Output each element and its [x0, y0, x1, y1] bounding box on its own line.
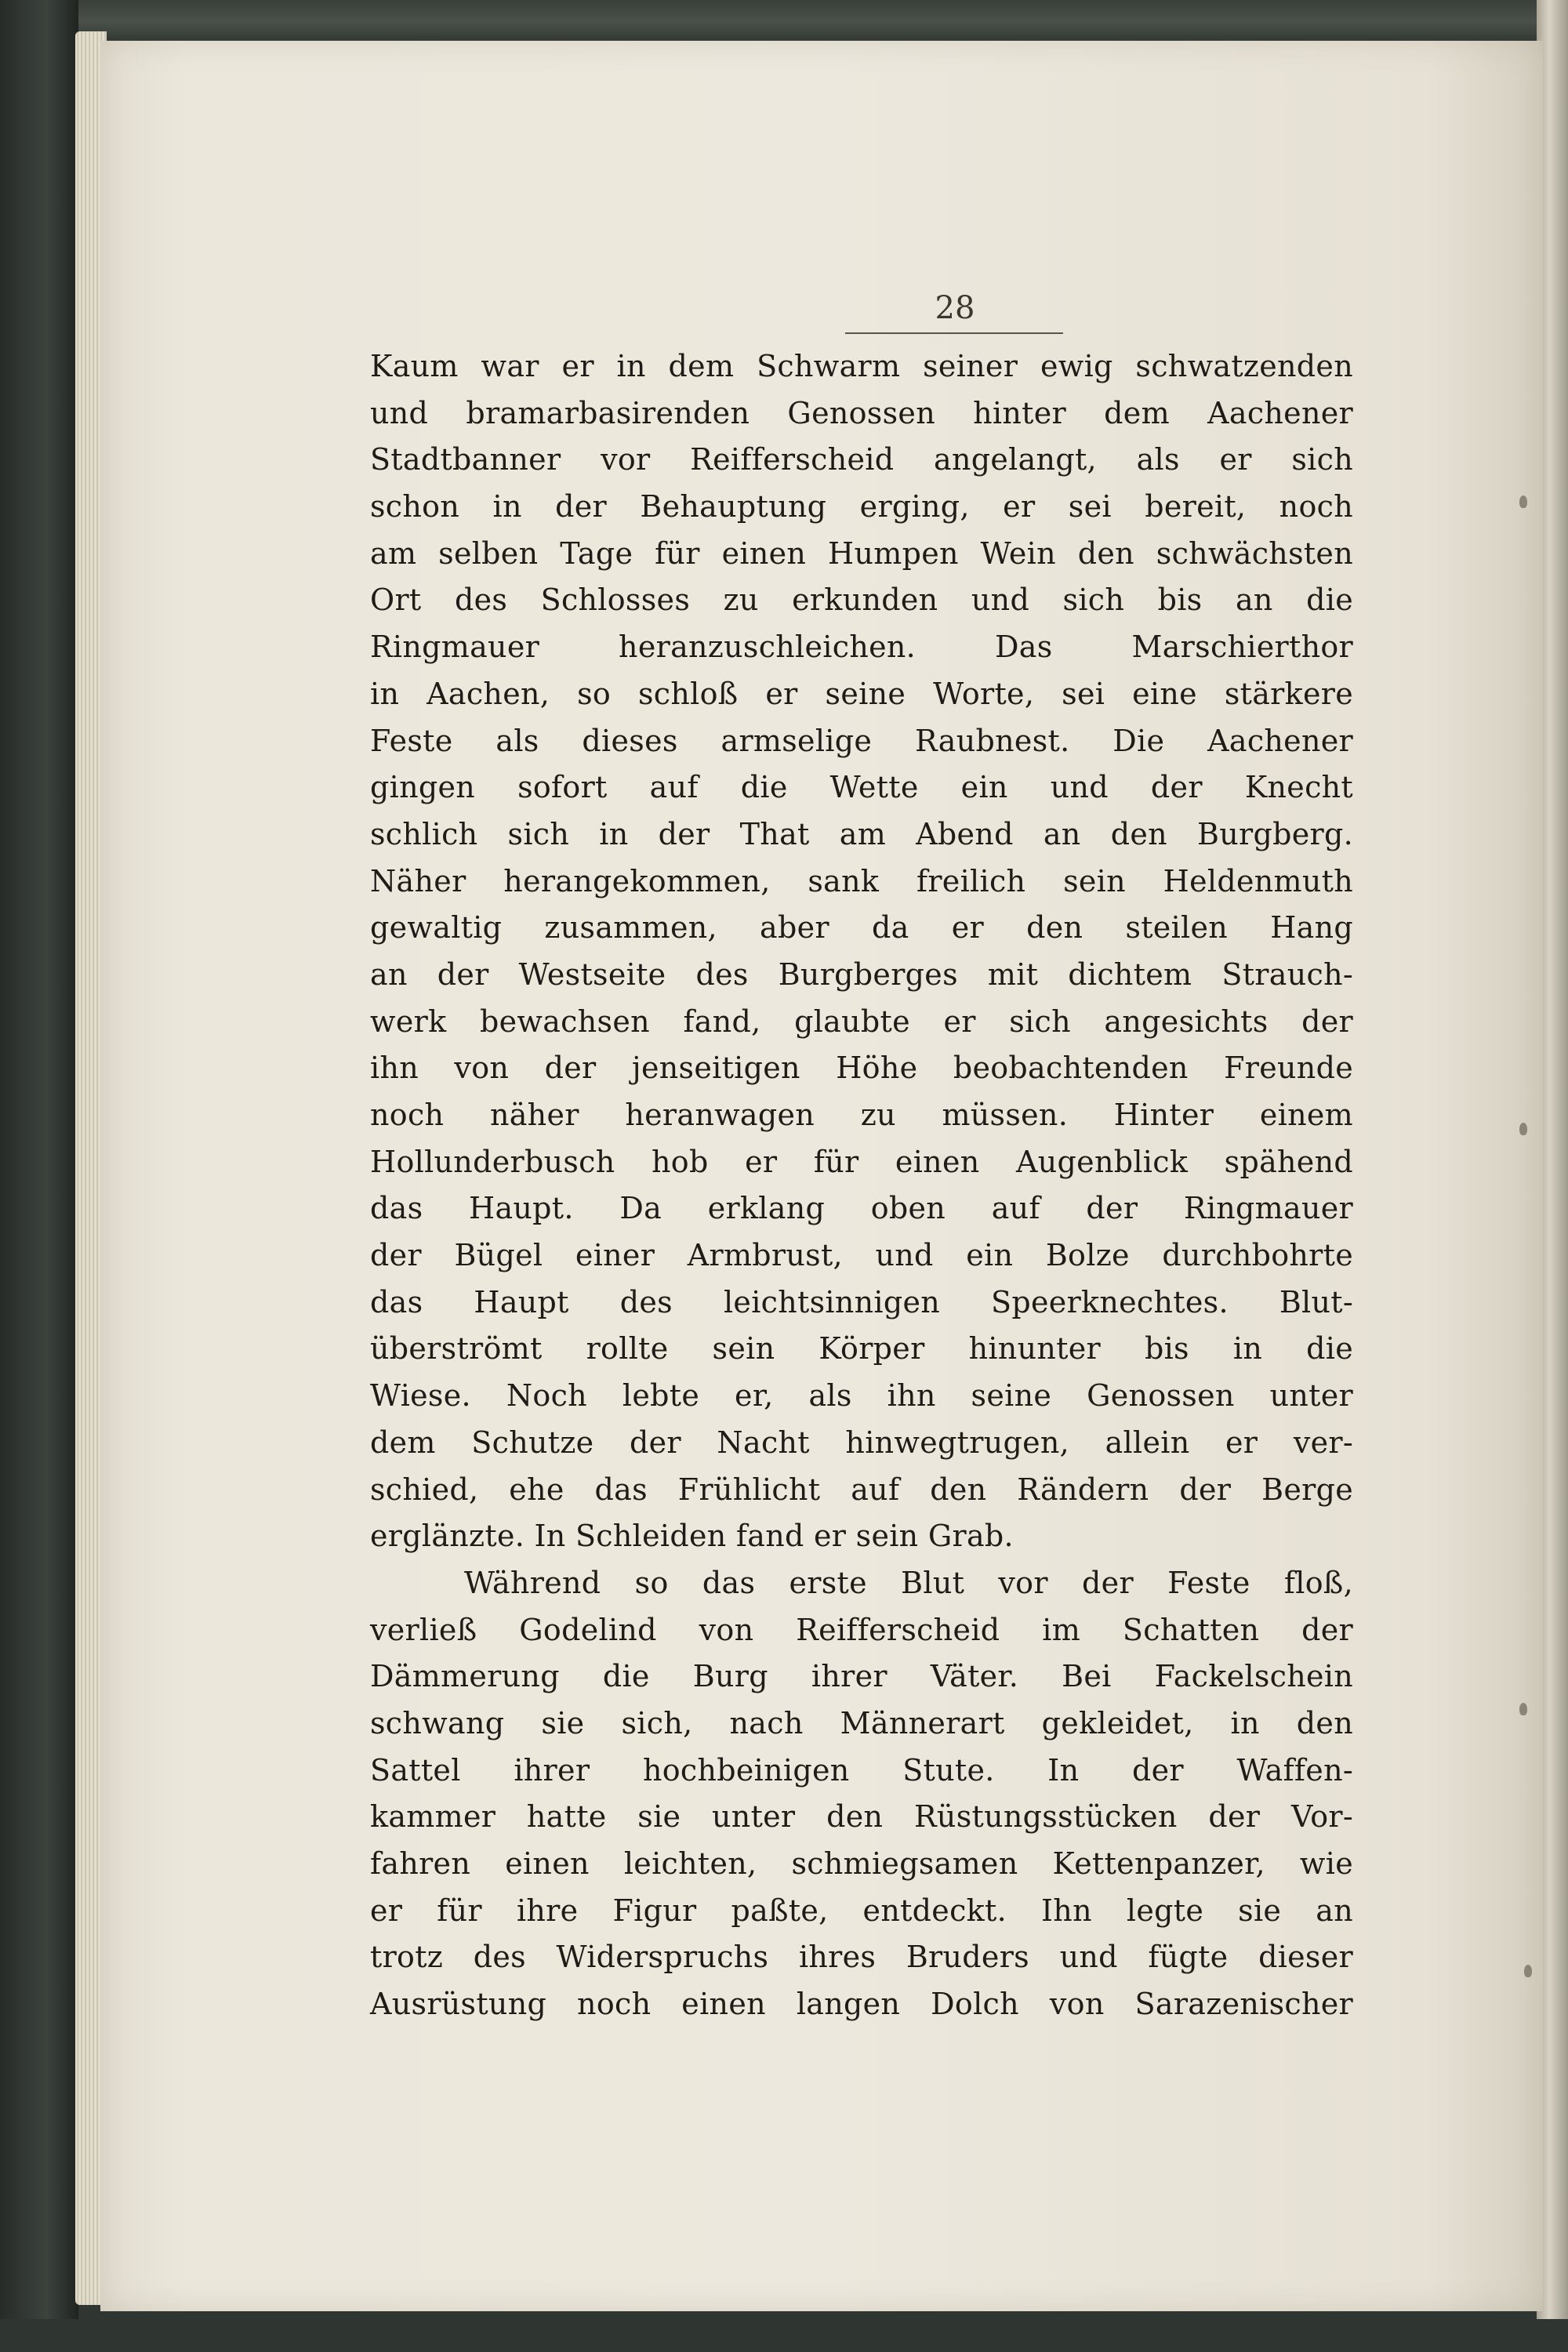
text-line: dem Schutze der Nacht hinwegtrugen, allein er ver-	[370, 1425, 1353, 1460]
page-number-rule	[845, 332, 1063, 334]
paragraph-p1	[370, 343, 1353, 1560]
text-line: das Haupt des leichtsinnigen Speerknechtes. Blut-	[370, 1284, 1353, 1319]
text-line: Sattel ihrer hochbeinigen Stute. In der Waffen-	[370, 1752, 1353, 1788]
margin-mark	[1519, 495, 1527, 508]
text-line: Näher herangekommen, sank freilich sein Heldenmuth	[370, 863, 1353, 898]
text-line: an der Westseite des Burgberges mit dichtem Strauch-	[370, 956, 1353, 992]
text-line: erglänzte. In Schleiden fand er sein Grab.	[370, 1519, 1014, 1554]
text-line: noch näher heranwagen zu müssen. Hinter einem	[370, 1098, 1353, 1132]
text-line: Dämmerung die Burg ihrer Väter. Bei Fackelschein	[370, 1659, 1353, 1694]
text-line: am selben Tage für einen Humpen Wein den schwächsten	[370, 535, 1353, 571]
text-line: schlich sich in der That am Abend an den Burgberg.	[370, 816, 1353, 851]
text-line: verließ Godelind von Reifferscheid im Schatten der	[370, 1612, 1353, 1647]
text-line: Kaum war er in dem Schwarm seiner ewig schwatzenden	[370, 349, 1353, 383]
text-line: er für ihre Figur paßte, entdeckt. Ihn legte sie an	[370, 1893, 1353, 1928]
text-line: schwang sie sich, nach Männerart gekleidet, in den	[370, 1705, 1353, 1740]
text-line: trotz des Widerspruchs ihres Bruders und fügte dieser	[370, 1940, 1353, 1975]
book-binding-left	[0, 0, 78, 2319]
text-line: Feste als dieses armselige Raubnest. Die Aachener	[370, 723, 1353, 758]
text-line: kammer hatte sie unter den Rüstungsstücken der Vor-	[370, 1799, 1353, 1835]
text-line: Wiese. Noch lebte er, als ihn seine Genossen unter	[370, 1378, 1353, 1414]
text-line: überströmt rollte sein Körper hinunter bis in die	[370, 1331, 1353, 1367]
text-line: Während so das erste Blut vor der Feste floß,	[464, 1565, 1353, 1600]
text-line: in Aachen, so schloß er seine Worte, sei eine stärkere	[370, 676, 1353, 711]
page-number: 28	[935, 290, 975, 326]
text-line: und bramarbasirenden Genossen hinter dem Aachener	[370, 395, 1353, 430]
text-line: schied, ehe das Frühlicht auf den Rändern der Berge	[370, 1472, 1353, 1507]
text-line: Stadtbanner vor Reifferscheid angelangt, als er sich	[370, 442, 1353, 477]
text-line: schon in der Behauptung erging, er sei bereit, noch	[370, 489, 1353, 524]
text-line: werk bewachsen fand, glaubte er sich angesichts der	[370, 1004, 1353, 1039]
text-line: der Bügel einer Armbrust, und ein Bolze durchbohrte	[370, 1238, 1353, 1273]
paragraph-p2	[370, 1560, 1353, 2028]
text-line: gingen sofort auf die Wette ein und der Knecht	[370, 770, 1353, 805]
text-line: das Haupt. Da erklang oben auf der Ringmauer	[370, 1191, 1353, 1226]
text-line: Ausrüstung noch einen langen Dolch von Sarazenischer	[370, 1987, 1353, 2022]
margin-mark	[1519, 1123, 1527, 1135]
margin-mark	[1524, 1965, 1532, 1977]
text-line: Ort des Schlosses zu erkunden und sich bis an die	[370, 583, 1353, 618]
text-line: gewaltig zusammen, aber da er den steilen Hang	[370, 910, 1353, 946]
margin-mark	[1519, 1703, 1527, 1715]
text-line: ihn von der jenseitigen Höhe beobachtenden Freunde	[370, 1051, 1353, 1086]
book-binding-top	[0, 0, 1568, 47]
text-line: Hollunderbusch hob er für einen Augenblick spähend	[370, 1144, 1353, 1179]
text-line: fahren einen leichten, schmiegsamen Kettenpanzer, wie	[370, 1846, 1353, 1881]
body-text	[370, 343, 1353, 2028]
text-line: Ringmauer heranzuschleichen. Das Marschierthor	[370, 630, 1353, 665]
